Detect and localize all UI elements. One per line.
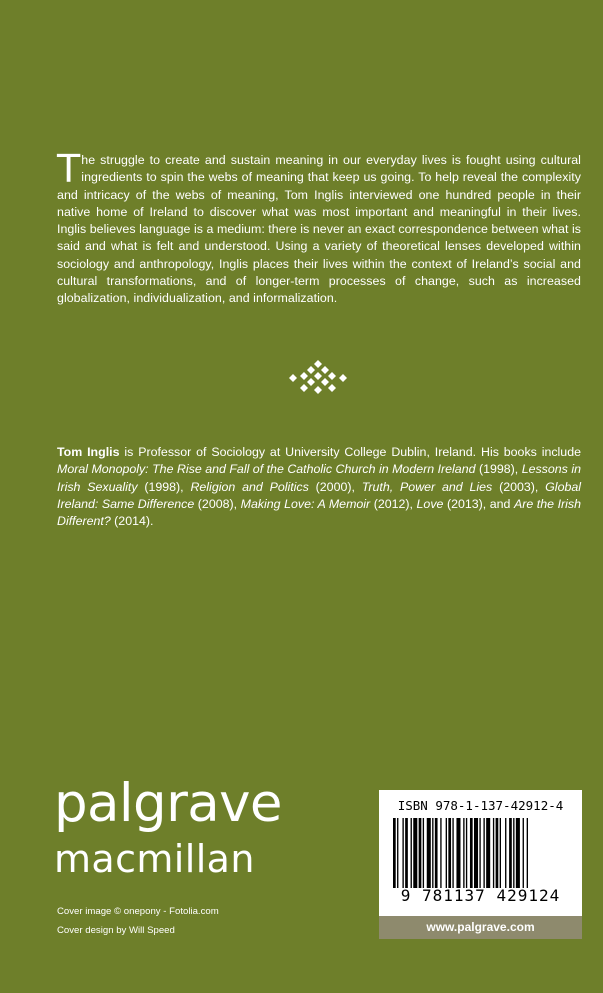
barcode-stripe xyxy=(413,818,417,888)
bio-text: (2013), and xyxy=(443,496,514,511)
bio-text: (2012), xyxy=(370,496,417,511)
barcode-stripe xyxy=(496,818,499,888)
barcode-stripe xyxy=(393,818,396,888)
barcode-stripe xyxy=(483,818,484,888)
barcode-icon xyxy=(393,818,568,888)
book-title: Love xyxy=(416,496,444,511)
barcode-stripe xyxy=(456,818,460,888)
barcode-stripe xyxy=(432,818,433,888)
barcode-stripe xyxy=(446,818,447,888)
barcode-stripe xyxy=(486,818,490,888)
book-title: Are the Irish Different? xyxy=(57,496,581,529)
book-title: Global Ireland: Same Difference xyxy=(57,479,581,511)
isbn-label: ISBN 978-1-137-42912-4 xyxy=(397,798,564,813)
barcode-stripe xyxy=(466,818,467,888)
barcode-stripe xyxy=(479,818,480,888)
cover-image-credit: Cover image © onepony - Fotolia.com xyxy=(57,906,219,917)
barcode-stripe xyxy=(505,818,506,888)
barcode-stripe xyxy=(427,818,431,888)
barcode-stripe xyxy=(423,818,424,888)
barcode-stripe xyxy=(500,818,501,888)
barcode-stripe xyxy=(440,818,441,888)
bio-text: (2014). xyxy=(110,514,154,529)
barcode-stripe xyxy=(493,818,494,888)
bio-text: (1998), xyxy=(475,462,522,477)
barcode-stripe xyxy=(474,818,478,888)
barcode-stripe xyxy=(513,818,514,888)
barcode-stripe xyxy=(411,818,412,888)
diamond-ornament-icon xyxy=(287,358,349,398)
barcode-stripe xyxy=(463,818,464,888)
publisher-url[interactable]: www.palgrave.com xyxy=(379,916,582,939)
logo-line-macmillan: macmillan xyxy=(54,837,255,881)
logo-line-palgrave: palgrave xyxy=(54,773,282,834)
barcode-stripe xyxy=(516,818,520,888)
cover-design-credit: Cover design by Will Speed xyxy=(57,925,175,936)
bio-text: (1998), xyxy=(137,479,191,494)
barcode-stripe xyxy=(523,818,524,888)
barcode-stripe xyxy=(470,818,473,888)
barcode-stripe xyxy=(402,818,403,888)
bio-text: is Professor of Sociology at University College Dublin, Ireland. His books include xyxy=(119,445,581,459)
author-bio xyxy=(57,444,581,530)
isbn-barcode-panel xyxy=(379,790,582,916)
ornament-diamonds xyxy=(289,360,347,394)
drop-cap: T xyxy=(57,147,81,191)
book-title: Moral Monopoly: The Rise and Fall of the Catholic Church in Modern Ireland xyxy=(57,462,476,477)
barcode-stripe xyxy=(452,818,453,888)
barcode-stripe xyxy=(435,818,438,888)
barcode-digits: 9 781137 429124 xyxy=(400,886,561,905)
book-title: Truth, Power and Lies xyxy=(361,479,493,494)
bio-text: (2008), xyxy=(194,496,241,511)
blurb-paragraph xyxy=(57,147,581,308)
bio-text: (2000), xyxy=(308,479,362,494)
barcode-stripe xyxy=(527,818,528,888)
barcode-stripe xyxy=(397,818,398,888)
barcode-stripe xyxy=(509,818,512,888)
bio-text: (2003), xyxy=(492,479,546,494)
book-title: Lessons in Irish Sexuality xyxy=(57,462,581,494)
blurb-text: he struggle to create and sustain meaning in our everyday lives is fought using cultural ingredients to spin the webs of meaning that keep us going. To help reveal the complexity and intricacy of the webs of meaning, Tom Inglis interviewed one hundred people in their native home of Ireland to discover what was most important and meaningful in their lives. Inglis believes language is a medium: there is never an exact correspondence between what is said and what is felt and understood. Using a variety of theoretical lenses developed within sociology and anthropology, Inglis places their lives within the context of Ireland’s social and cultural transformations, and of longer-term processes of change, such as increased globalization, individualization, and informalization. xyxy=(57,153,581,306)
author-name: Tom Inglis xyxy=(57,445,120,459)
book-title: Making Love: A Memoir xyxy=(240,496,371,511)
barcode-stripe xyxy=(419,818,422,888)
barcode-stripe xyxy=(405,818,408,888)
cover-credits xyxy=(57,902,219,940)
book-title: Religion and Politics xyxy=(190,479,309,494)
barcode-stripe xyxy=(448,818,451,888)
publisher-logo xyxy=(54,773,284,881)
